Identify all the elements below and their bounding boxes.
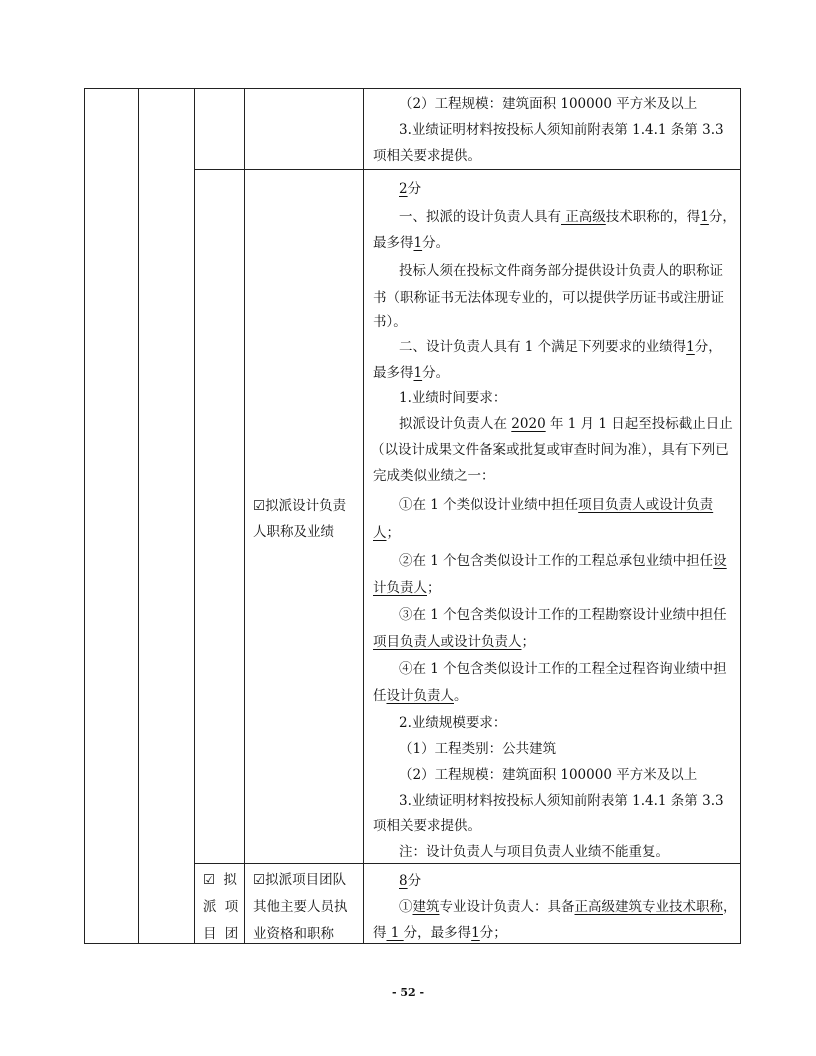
row-divider-1 <box>194 169 740 170</box>
row1-line-2: 3.业绩证明材料按投标人须知前附表第 1.4.1 条第 3.3 <box>399 122 724 138</box>
col-divider-3 <box>244 89 245 943</box>
row3-line-1: ①建筑专业设计负责人：具备正高级建筑专业技术职称， <box>399 899 737 915</box>
row2-line-25: 注：设计负责人与项目负责人业绩不能重复。 <box>399 844 669 860</box>
row2-line-5: 书）。 <box>373 314 407 330</box>
row3-category-label: ☑ 拟 派 项 目 团 <box>203 872 241 942</box>
row2-line-24: 项相关要求提供。 <box>373 818 481 834</box>
row2-line-3: 投标人须在投标文件商务部分提供设计负责人的职称证 <box>399 263 723 279</box>
page-number: - 52 - <box>391 986 425 999</box>
row2-line-22: （2）工程规模：建筑面积 100000 平方米及以上 <box>399 767 698 783</box>
row2-line-21: （1）工程类别：公共建筑 <box>399 741 557 757</box>
row2-line-7: 最多得1分。 <box>373 365 450 381</box>
row2-line-6: 二、设计负责人具有 1 个满足下列要求的业绩得1分， <box>399 339 722 355</box>
row2-line-18: ④在 1 个包含类似设计工作的工程全过程咨询业绩中担 <box>399 661 727 677</box>
row2-line-4: 书（职称证书无法体现专业的，可以提供学历证书或注册证 <box>373 290 724 306</box>
col-divider-1 <box>138 89 139 943</box>
row2-line-16: ③在 1 个包含类似设计工作的工程勘察设计业绩中担任 <box>399 607 727 623</box>
scoring-table <box>84 88 741 944</box>
row2-score: 2分 <box>399 181 422 197</box>
row1-line-1: （2）工程规模：建筑面积 100000 平方米及以上 <box>399 96 698 112</box>
row2-line-9: 拟派设计负责人在 2020 年 1 月 1 日起至投标截止日止 <box>399 416 733 432</box>
row2-line-8: 1.业绩时间要求： <box>399 390 507 406</box>
row3-score: 8分 <box>399 873 422 889</box>
row2-line-17: 项目负责人或设计负责人； <box>373 634 535 650</box>
col-divider-2 <box>194 89 195 943</box>
row2-line-19: 任设计负责人。 <box>373 688 468 704</box>
row3-line-2: 得 1 分，最多得1分； <box>373 925 507 941</box>
row2-line-13: 人； <box>373 525 400 541</box>
row2-line-10: （以设计成果文件备案或批复或审查时间为准），具有下列已 <box>371 442 729 458</box>
row2-line-23: 3.业绩证明材料按投标人须知前附表第 1.4.1 条第 3.3 <box>399 793 724 809</box>
col-divider-4 <box>363 89 364 943</box>
row2-line-1: 一、拟派的设计负责人具有 正高级技术职称的，得1分， <box>399 209 736 225</box>
row3-criterion-label: ☑拟派项目团队 其他主要人员执 业资格和职称 <box>253 872 348 942</box>
row2-line-15: 计负责人； <box>373 580 441 596</box>
row2-line-20: 2.业绩规模要求： <box>399 715 507 731</box>
row1-line-3: 项相关要求提供。 <box>373 148 481 164</box>
row2-line-2: 最多得1分。 <box>373 235 450 251</box>
row2-line-12: ①在 1 个类似设计业绩中担任项目负责人或设计负责 <box>399 497 714 513</box>
row2-criterion-label: ☑拟派设计负责 人职称及业绩 <box>253 498 347 540</box>
row2-line-11: 完成类似业绩之一： <box>373 468 495 484</box>
row2-line-14: ②在 1 个包含类似设计工作的工程总承包业绩中担任设 <box>399 553 727 569</box>
